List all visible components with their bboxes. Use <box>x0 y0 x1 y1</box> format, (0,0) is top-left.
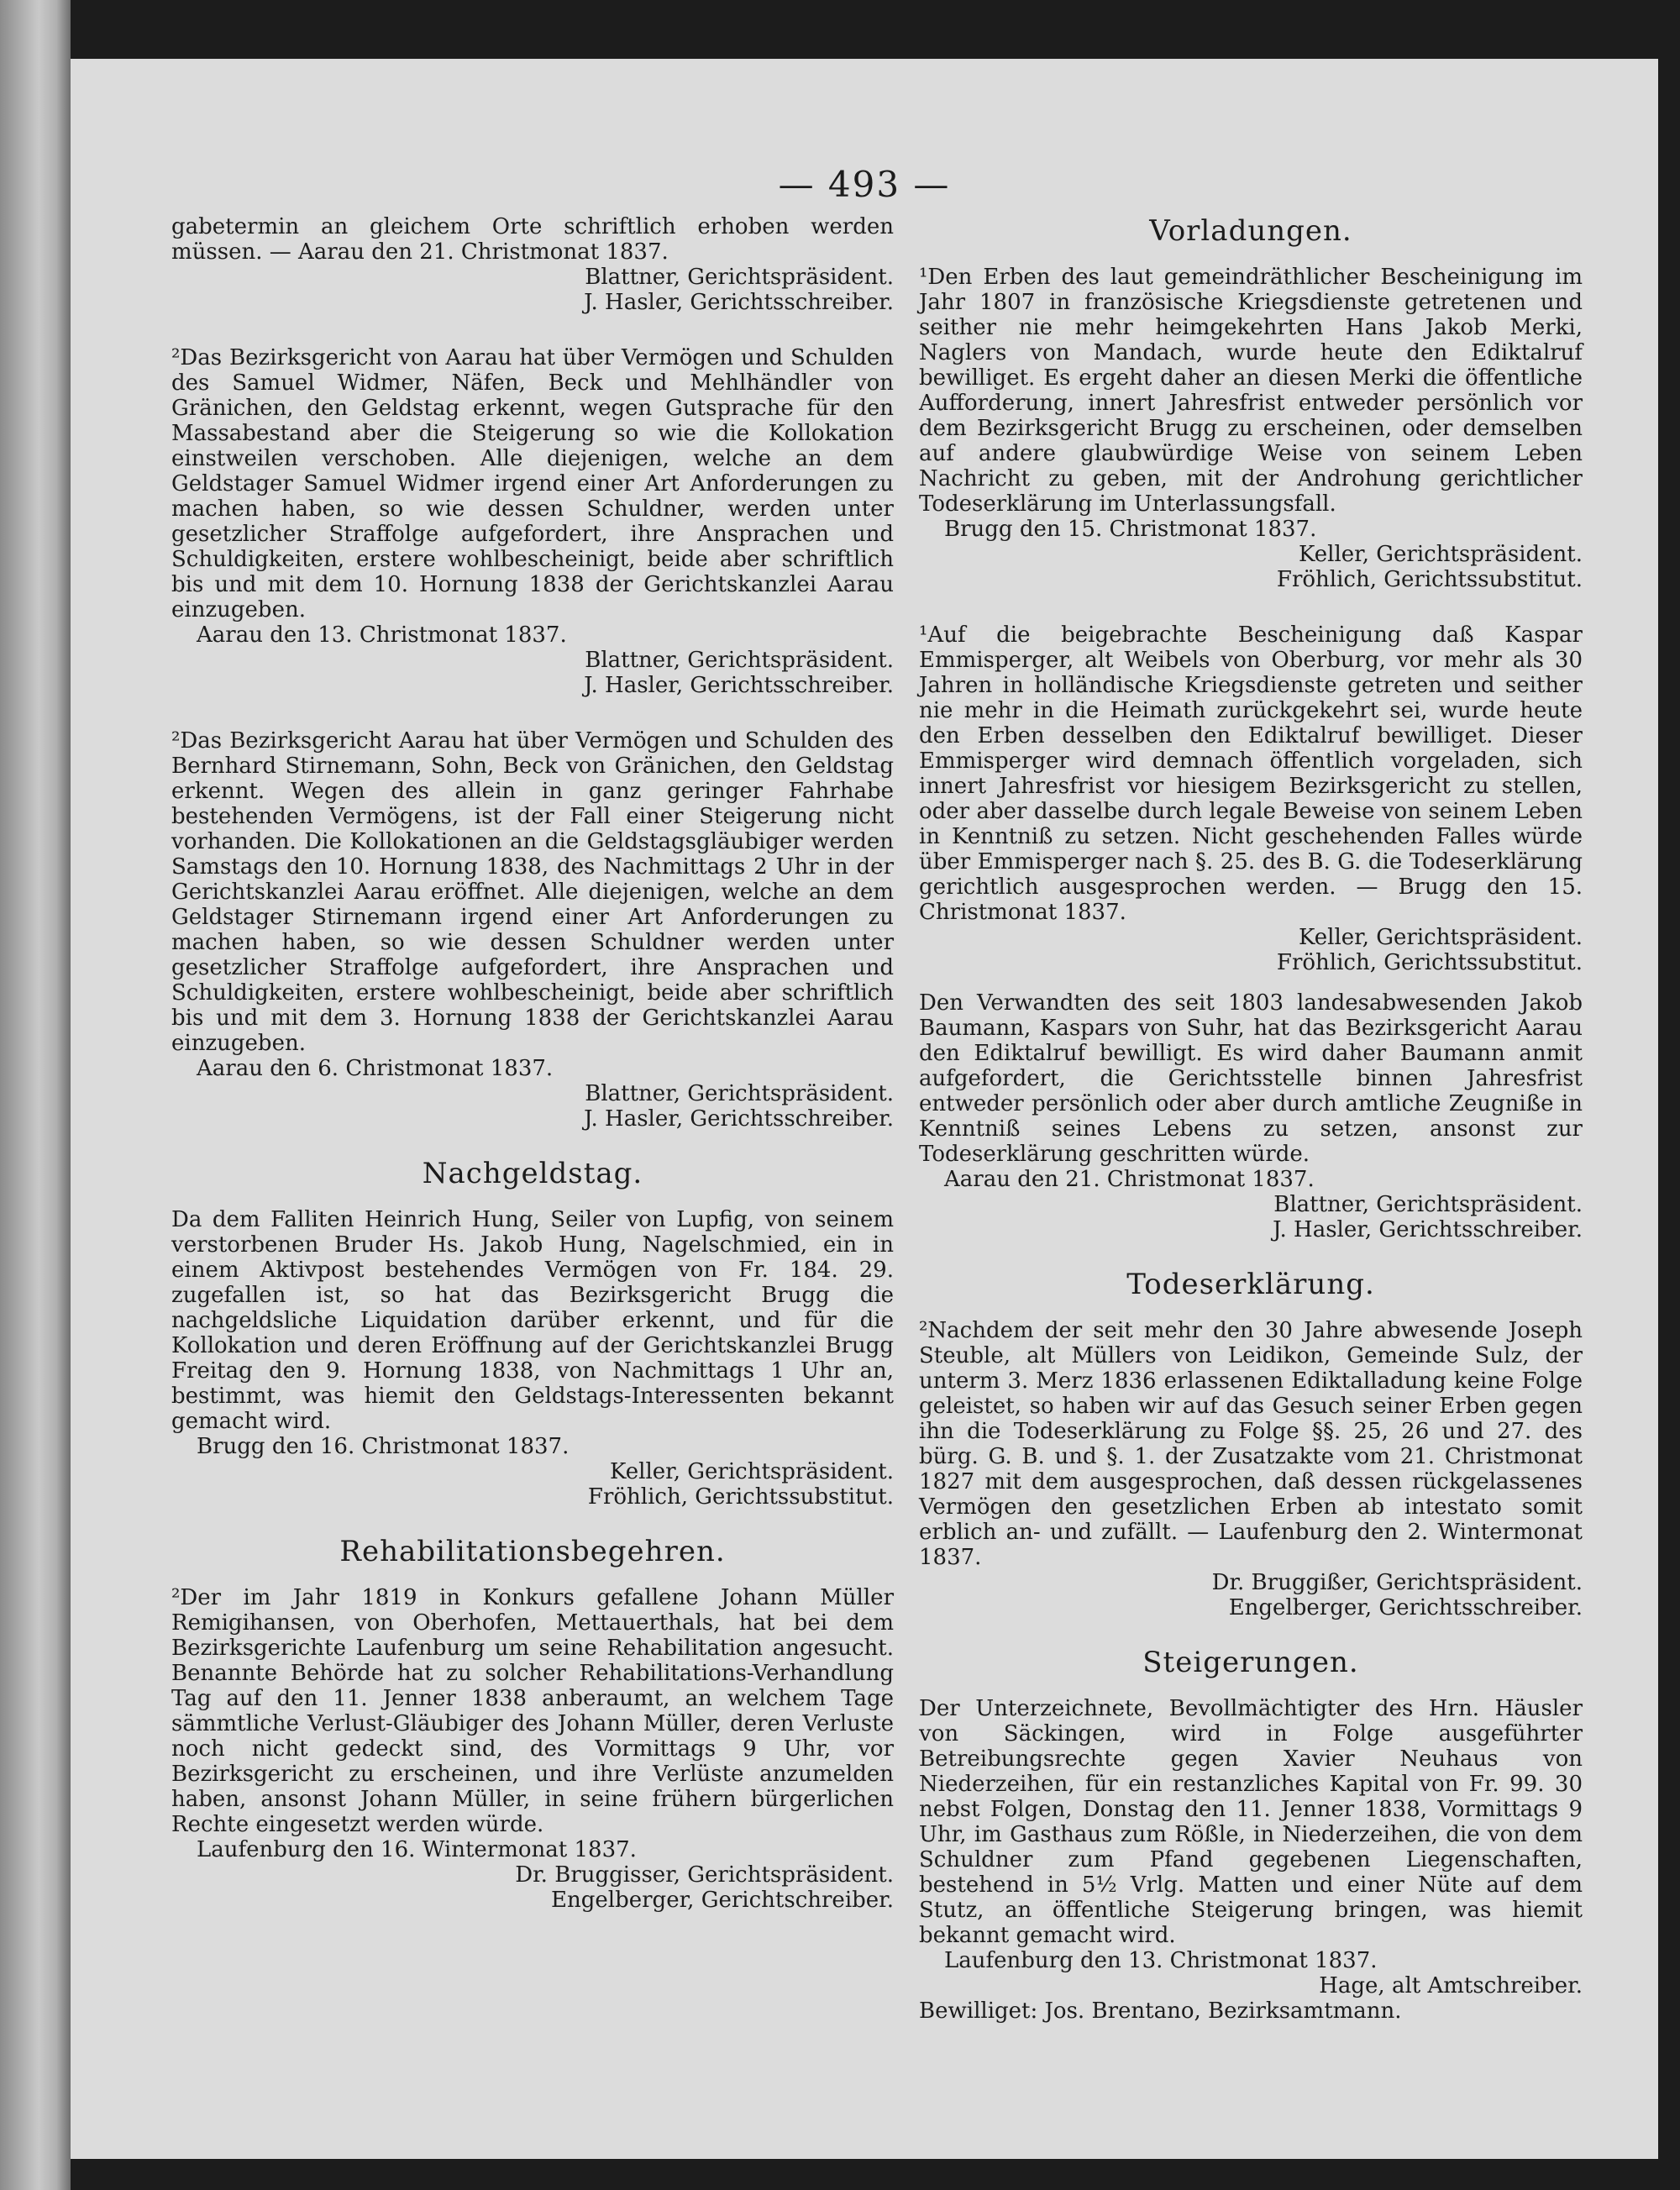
steigerungen-heading: Steigerungen. <box>1142 1646 1359 1679</box>
notice-stirnemann-text: ²Das Bezirksgericht Aarau hat über Vermögen und Schulden des Bernhard Stirnemann, Sohn, Beck von Gränichen, den Geldstag erkennt. Wegen des allein in ganz geringer Fahrhabe bestehenden Vermögens, ist der Fall einer Steigerung nicht vorhanden. Die Kollokationen an die Geldstagsgläubiger werden Samstags den 10. Hornung 1838, des Nachmittags 2 Uhr in der Gerichtskanzlei Aarau eröffnet. Alle diejenigen, welche an dem Geldstager Stirnemann irgend einer Art Anforderungen zu machen haben, so wie dessen Schuldner werden unter gesetzlicher Straffolge aufgefordert, ihre Ansprachen und Schuldigkeiten, erstere wohlbescheinigt, beide aber schriftlich bis und mit dem 3. Hornung 1838 der Gerichtskanzlei Aarau einzugeben. <box>171 728 894 1056</box>
baumann-date: Aarau den 21. Christmonat 1837. <box>944 1167 1315 1192</box>
book-spine <box>0 0 71 2190</box>
notice-widmer-signature-1: Blattner, Gerichtspräsident. <box>585 648 894 673</box>
rehabilitation-signature-1: Dr. Bruggisser, Gerichtspräsident. <box>515 1862 894 1888</box>
nachgeldstag-text: Da dem Falliten Heinrich Hung, Seiler von Lupfig, von seinem verstorbenen Bruder Hs. Jakob Hung, Nagelschmied, ein in einem Aktivpost bestehendes Vermögen von Fr. 184. 29. zugefallen ist, so hat das Bezirksgericht Brugg die nachgeldsliche Liquidation darüber erkennt, und für die Kollokation und deren Eröffnung auf der Gerichtskanzlei Brugg Freitag den 9. Hornung 1838, von Nachmittags 1 Uhr an, bestimmt, was hiemit den Geldstags-Interessenten bekannt gemacht wird. <box>171 1207 894 1434</box>
nachgeldstag-signature-1: Keller, Gerichtspräsident. <box>610 1459 894 1484</box>
nachgeldstag-date: Brugg den 16. Christmonat 1837. <box>197 1434 570 1459</box>
steigerungen-signature-1: Hage, alt Amtschreiber. <box>1319 1973 1583 1998</box>
todeserklaerung-text: ²Nachdem der seit mehr den 30 Jahre abwesende Joseph Steuble, alt Müllers von Leidikon, Gemeinde Sulz, der unterm 3. Merz 1836 erlassenen Ediktalladung keine Folge geleistet, so haben wir auf das Gesuch seiner Erben gegen ihn die Todeserklärung zu Folge §§. 25, 26 und 27. des bürg. G. B. und §. 1. der Zusatzakte vom 21. Christmonat 1827 mit dem ausgesprochen, daß dessen rückgelassenes Vermögen den gesetzlichen Erben ab intestato somit erblich an- und zufällt. — Laufenburg den 2. Wintermonat 1837. <box>919 1318 1583 1570</box>
emmisperger-text: ¹Auf die beigebrachte Bescheinigung daß Kaspar Emmisperger, alt Weibels von Oberburg, vor mehr als 30 Jahren in holländische Kriegsdienste getreten und seither nie mehr in die Heimath zurückgekehrt sei, wurde heute den Erben desselben den Ediktalruf bewilliget. Dieser Emmisperger wird demnach öffentlich vorgeladen, sich innert Jahresfrist vor hiesigem Bezirksgericht zu stellen, oder aber dasselbe durch legale Beweise von seinem Leben in Kenntniß zu setzen. Nicht geschehenden Falles würde über Emmisperger nach §. 25. des B. G. die Todeserklärung gerichtlich ausgesprochen werden. — Brugg den 15. Christmonat 1837. <box>919 622 1583 925</box>
todeserklaerung-signature-1: Dr. Bruggißer, Gerichtspräsident. <box>1211 1570 1583 1595</box>
rehabilitation-heading: Rehabilitationsbegehren. <box>339 1535 726 1568</box>
notice-widmer-date: Aarau den 13. Christmonat 1837. <box>197 622 567 648</box>
baumann-signature-1: Blattner, Gerichtspräsident. <box>1273 1192 1583 1217</box>
rehabilitation-signature-2: Engelberger, Gerichtschreiber. <box>551 1888 894 1913</box>
steigerungen-text: Der Unterzeichnete, Bevollmächtigter des Hrn. Häusler von Säckingen, wird in Folge ausgeführter Betreibungsrechte gegen Xavier Neuhaus von Niederzeihen, für ein restanzliches Kapital von Fr. 99. 30 nebst Folgen, Donstag den 11. Jenner 1838, Vormittags 9 Uhr, im Gasthaus zum Rößle, in Niederzeihen, die von dem Schuldner zum Pfand gegebenen Liegenschaften, bestehend in 5½ Vrlg. Matten und einer Nüte auf dem Stutz, an öffentliche Steigerung bringen, was hiemit bekannt gemacht wird. <box>919 1696 1583 1948</box>
baumann-signature-2: J. Hasler, Gerichtsschreiber. <box>1273 1217 1583 1242</box>
right-column <box>919 214 1583 2024</box>
merki-signature-2: Fröhlich, Gerichtssubstitut. <box>1276 567 1583 592</box>
nachgeldstag-heading: Nachgeldstag. <box>422 1157 643 1190</box>
emmisperger-signature-1: Keller, Gerichtspräsident. <box>1299 925 1583 950</box>
baumann-text: Den Verwandten des seit 1803 landesabwesenden Jakob Baumann, Kaspars von Suhr, hat das Bezirksgericht Aarau den Ediktalruf bewilligt. Es wird daher Baumann anmit aufgefordert, die Gerichtsstelle binnen Jahresfrist entweder persönlich oder aber durch amtliche Zeugniße in Kenntniß seines Lebens zu setzen, ansonst zur Todeserklärung geschritten würde. <box>919 990 1583 1167</box>
notice-stirnemann-signature-2: J. Hasler, Gerichtsschreiber. <box>584 1106 894 1132</box>
rehabilitation-text: ²Der im Jahr 1819 in Konkurs gefallene Johann Müller Remigihansen, von Oberhofen, Mettauerthals, hat bei dem Bezirksgerichte Laufenburg um seine Rehabilitation angesucht. Benannte Behörde hat zu solcher Rehabilitations-Verhandlung Tag auf den 11. Jenner 1838 anberaumt, an welchem Tage sämmtliche Verlust-Gläubiger des Johann Müller, deren Verluste noch nicht gedeckt sind, des Vormittags 9 Uhr, vor Bezirksgericht zu erscheinen, und ihre Verlüste anzumelden haben, ansonst Johann Müller, in seine frühern bürgerlichen Rechte eingesetzt werden würde. <box>171 1585 894 1837</box>
nachgeldstag-signature-2: Fröhlich, Gerichtssubstitut. <box>587 1484 894 1510</box>
intro-text: gabetermin an gleichem Orte schriftlich erhoben werden müssen. — Aarau den 21. Christmonat 1837. <box>171 214 894 265</box>
notice-widmer-signature-2: J. Hasler, Gerichtsschreiber. <box>584 673 894 698</box>
merki-signature-1: Keller, Gerichtspräsident. <box>1299 542 1583 567</box>
steigerungen-date: Laufenburg den 13. Christmonat 1837. <box>944 1948 1378 1973</box>
intro-signature-2: J. Hasler, Gerichtsschreiber. <box>584 290 894 315</box>
left-column <box>171 214 894 1913</box>
merki-text: ¹Den Erben des laut gemeindräthlicher Bescheinigung im Jahr 1807 in französische Kriegsdienste getretenen und seither nie mehr heimgekehrten Hans Jakob Merki, Naglers von Mandach, wurde heute den Ediktalruf bewilliget. Es ergeht daher an diesen Merki die öffentliche Aufforderung, innert Jahresfrist entweder persönlich vor dem Bezirksgericht Brugg zu erscheinen, oder demselben auf andere glaubwürdige Weise von seinem Leben Nachricht zu geben, mit der Androhung gerichtlicher Todeserklärung im Unterlassungsfall. <box>919 265 1583 517</box>
page-number: — 493 — <box>778 164 951 205</box>
emmisperger-signature-2: Fröhlich, Gerichtssubstitut. <box>1276 950 1583 975</box>
rehabilitation-date: Laufenburg den 16. Wintermonat 1837. <box>197 1837 637 1862</box>
vorladungen-heading: Vorladungen. <box>1149 214 1352 248</box>
notice-widmer-text: ²Das Bezirksgericht von Aarau hat über Vermögen und Schulden des Samuel Widmer, Näfen, Beck und Mehlhändler von Gränichen, den Geldstag erkennt, wegen Gutsprache für den Massabestand aber die Steigerung so wie die Kollokation einstweilen verschoben. Alle diejenigen, welche an dem Geldstager Samuel Widmer irgend einer Art Anforderungen zu machen haben, so wie dessen Schuldner, werden unter gesetzlicher Straffolge aufgefordert, ihre Ansprachen und Schuldigkeiten, erstere wohlbescheinigt, beide aber schriftlich bis und mit dem 10. Hornung 1838 der Gerichtskanzlei Aarau einzugeben. <box>171 345 894 622</box>
todeserklaerung-signature-2: Engelberger, Gerichtsschreiber. <box>1228 1595 1583 1620</box>
merki-date: Brugg den 15. Christmonat 1837. <box>944 517 1317 542</box>
todeserklaerung-heading: Todeserklärung. <box>1126 1268 1375 1301</box>
intro-signature-1: Blattner, Gerichtspräsident. <box>585 265 894 290</box>
newspaper-page <box>71 59 1658 2159</box>
notice-stirnemann-date: Aarau den 6. Christmonat 1837. <box>197 1056 554 1081</box>
steigerungen-signature-2: Bewilliget: Jos. Brentano, Bezirksamtmann. <box>919 1998 1402 2024</box>
notice-stirnemann-signature-1: Blattner, Gerichtspräsident. <box>585 1081 894 1106</box>
